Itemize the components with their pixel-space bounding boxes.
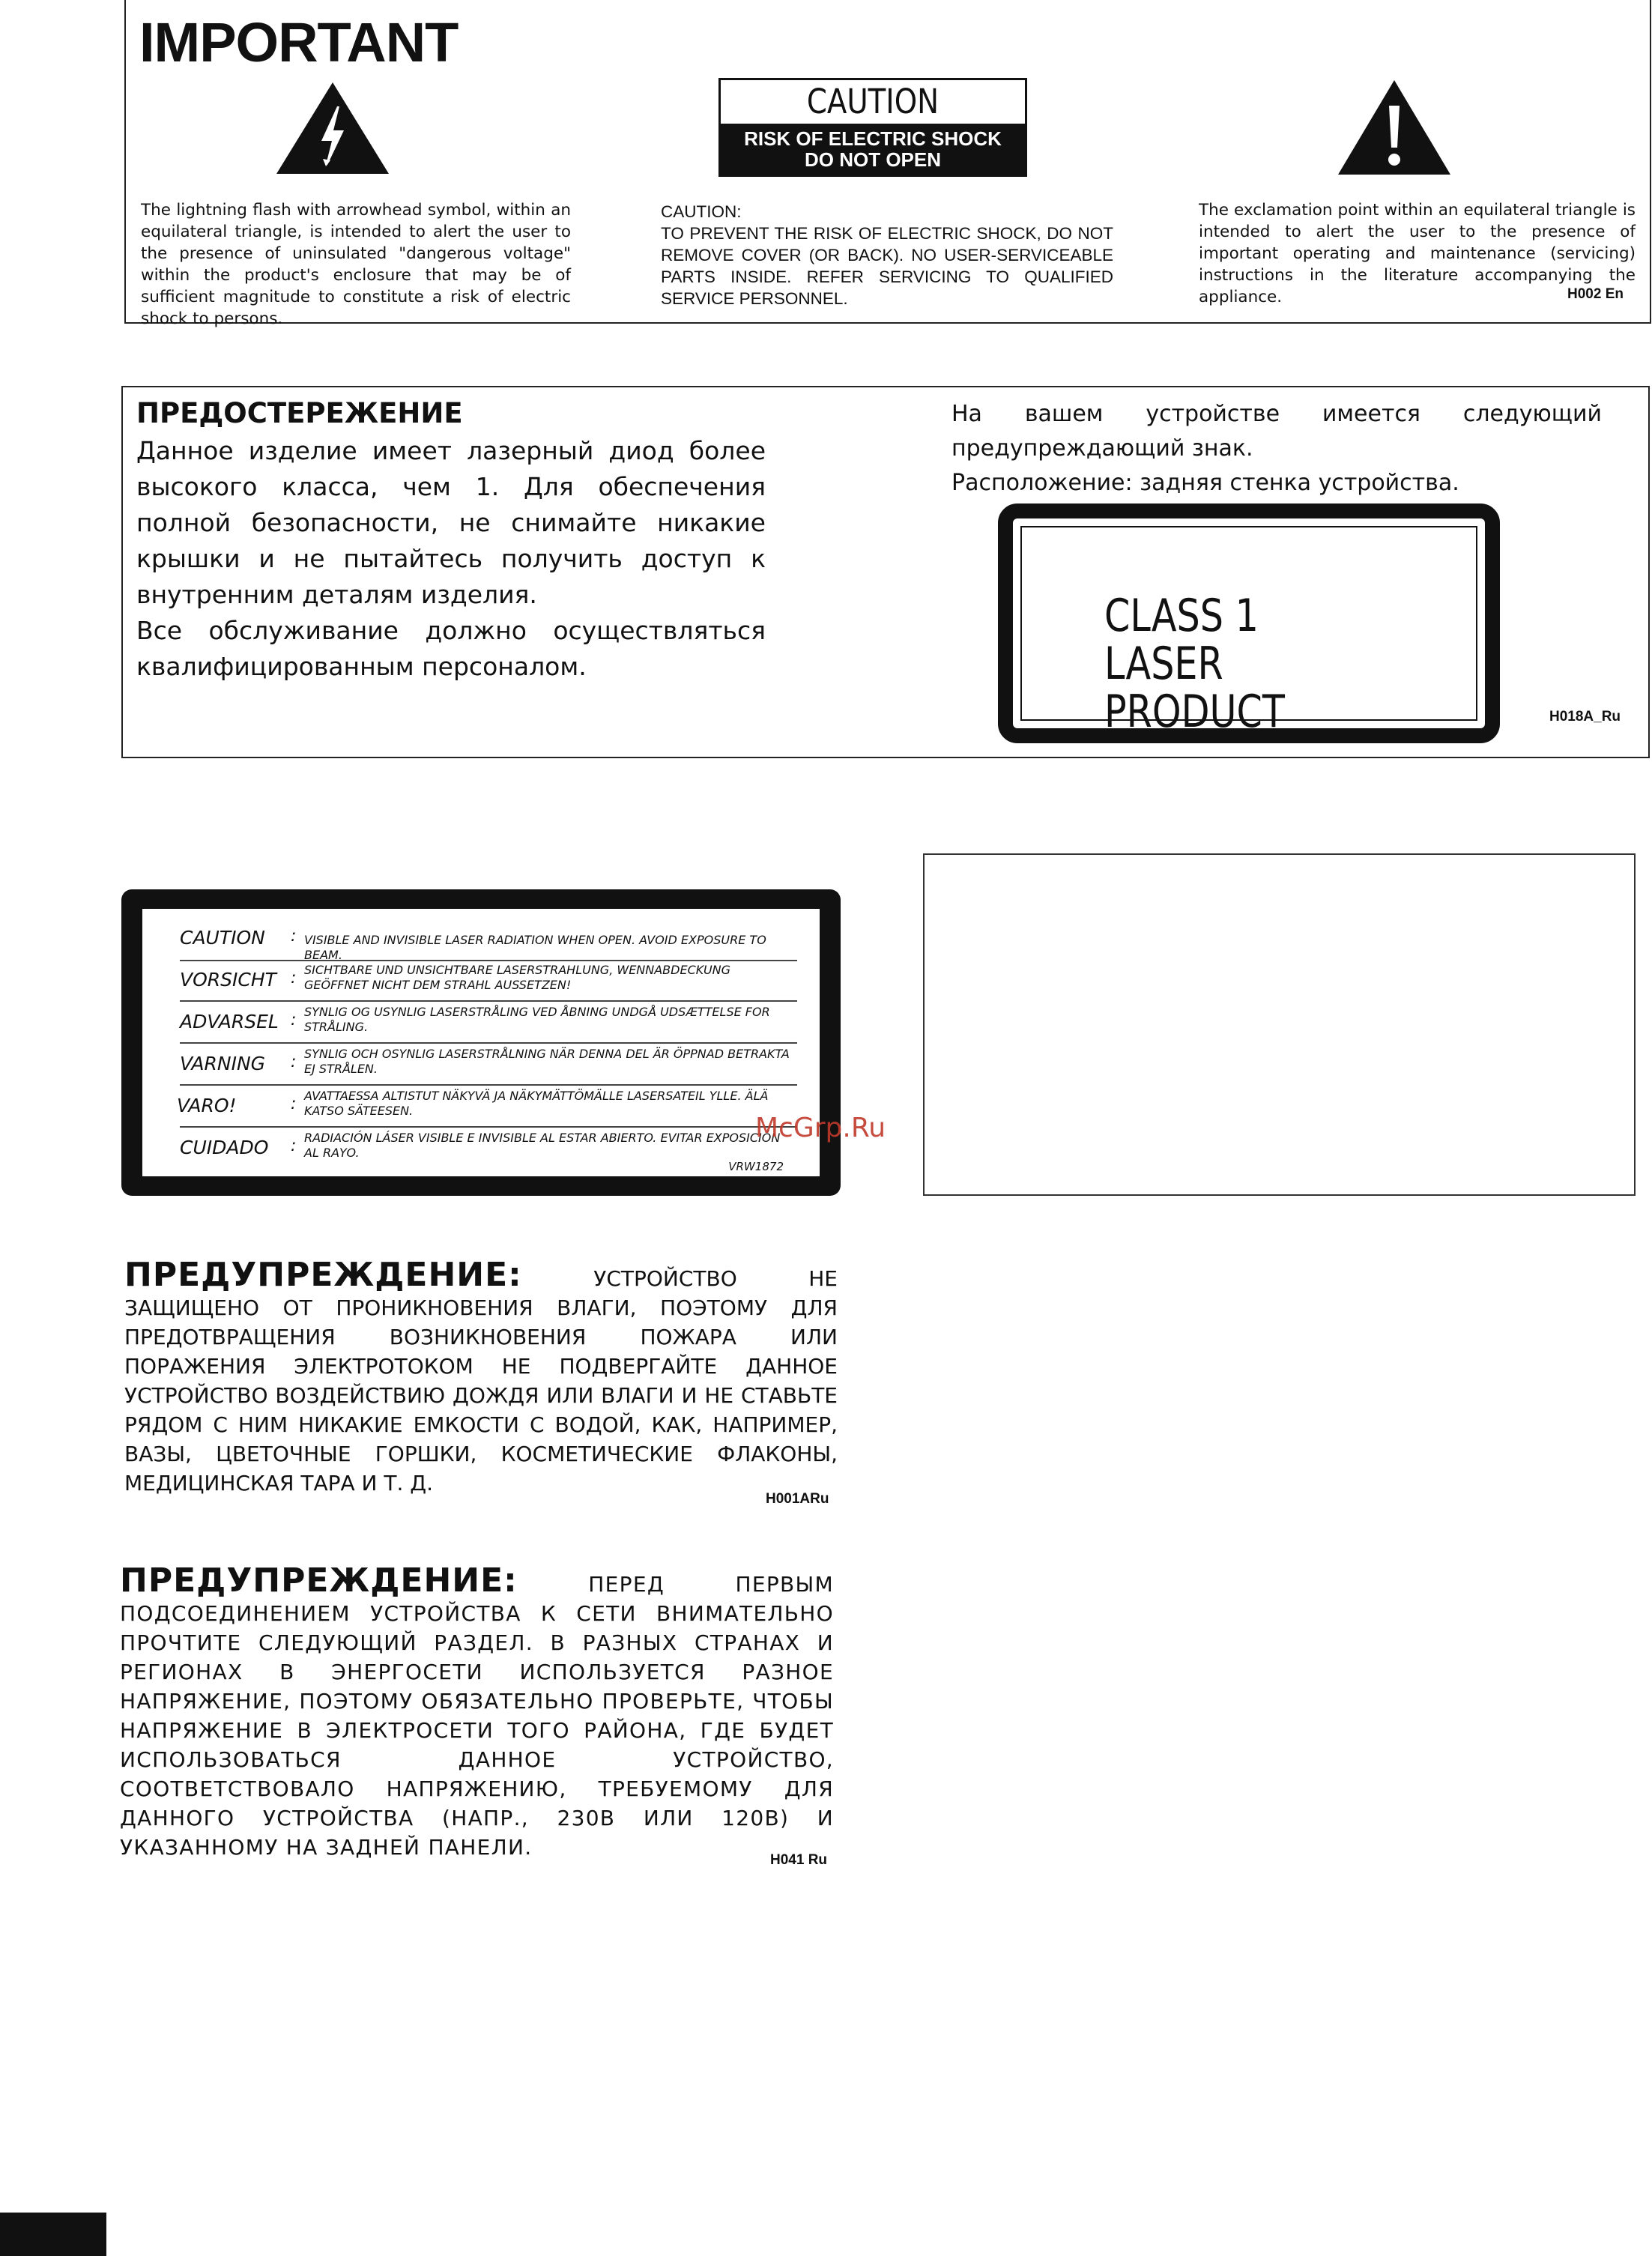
lightning-warning-icon bbox=[275, 81, 390, 175]
caution-text bbox=[661, 201, 1113, 309]
laser-warning-title: ПРЕДОСТЕРЕЖЕНИЕ bbox=[136, 397, 463, 429]
page-edge-tab bbox=[0, 2213, 106, 2256]
caution-row-colon: : bbox=[291, 969, 297, 988]
moisture-warning-code: H001ARu bbox=[766, 1491, 829, 1507]
class1-label-text bbox=[1104, 592, 1409, 736]
caution-text-body: TO PREVENT THE RISK OF ELECTRIC SHOCK, DO NOT REMOVE COVER (OR BACK). NO USER-SERVICEABLE PARTS INSIDE. REFER SERVICING TO QUALIFIED SERVICE PERSONNEL. bbox=[661, 224, 1113, 308]
caution-row-word: VORSICHT bbox=[180, 969, 276, 991]
caution-row-colon: : bbox=[291, 1011, 297, 1029]
caution-label-line1: RISK OF ELECTRIC SHOCK bbox=[744, 127, 1002, 150]
voltage-warning-head: ПРЕДУПРЕЖДЕНИЕ: bbox=[120, 1561, 518, 1600]
multilingual-label-code: VRW1872 bbox=[728, 1160, 784, 1173]
laser-warning-body bbox=[136, 433, 766, 685]
laser-code: H018A_Ru bbox=[1549, 709, 1621, 725]
multilingual-caution-inner bbox=[142, 909, 820, 1176]
caution-row bbox=[180, 1003, 797, 1044]
laser-sign-text-1: На вашем устройстве имеется следующий предупреждающий знак. bbox=[951, 401, 1602, 462]
caution-row bbox=[180, 961, 797, 1002]
class1-laser-label bbox=[998, 503, 1500, 743]
caution-row-word: CAUTION bbox=[180, 927, 265, 949]
voltage-warning-body: ПЕРЕД ПЕРВЫМ ПОДСОЕДИНЕНИЕМ УСТРОЙСТВА К СЕТИ ВНИМАТЕЛЬНО ПРОЧТИТЕ СЛЕДУЮЩИЙ РАЗДЕЛ. В РАЗНЫХ СТРАНАХ И РЕГИОНАХ В ЭНЕРГОСЕТИ ИСПОЛЬЗУЕТСЯ РАЗНОЕ НАПРЯЖЕНИЕ, ПОЭТОМУ ОБЯЗАТЕЛЬНО ПРОВЕРЬТЕ, ЧТОБЫ НАПРЯЖЕНИЕ В ЭЛЕКТРОСЕТИ ТОГО РАЙОНА, ГДЕ БУДЕТ ИСПОЛЬЗОВАТЬСЯ ДАННОЕ УСТРОЙСТВО, СООТВЕТСТВОВАЛО НАПРЯЖЕНИЮ, ТРЕБУЕМОМУ ДЛЯ ДАННОГО УСТРОЙСТВА (НАПР., 230В ИЛИ 120В) И УКАЗАННОМУ НА ЗАДНЕЙ ПАНЕЛИ. bbox=[120, 1572, 835, 1860]
laser-warning-paragraph-2: Все обслуживание должно осуществляться квалифицированным персоналом. bbox=[136, 616, 766, 681]
laser-sign-text-2: Расположение: задняя стенка устройства. bbox=[951, 470, 1459, 496]
caution-row-text: VISIBLE AND INVISIBLE LASER RADIATION WHEN OPEN. AVOID EXPOSURE TO BEAM. bbox=[304, 933, 766, 962]
caution-row-text: SYNLIG OCH OSYNLIG LASERSTRÅLNING NÄR DENNA DEL ÄR ÖPPNAD BETRAKTA EJ STRÅLEN. bbox=[304, 1047, 790, 1076]
exclamation-warning-icon bbox=[1337, 79, 1452, 176]
class1-line2: LASER PRODUCT bbox=[1104, 638, 1285, 738]
laser-sign-description bbox=[951, 397, 1602, 501]
empty-frame bbox=[923, 853, 1636, 1196]
moisture-warning bbox=[124, 1256, 838, 1498]
caution-label-banner bbox=[721, 124, 1025, 175]
caution-row bbox=[180, 1129, 797, 1168]
caution-row-word: VARO! bbox=[177, 1095, 237, 1116]
caution-text-head: CAUTION: bbox=[661, 202, 742, 221]
caution-row-text: AVATTAESSA ALTISTUT NÄKYVÄ JA NÄKYMÄTTÖMÄLLE LASERSATEIL YLLE. ÄLÄ KATSO SÄTEESEN. bbox=[304, 1089, 769, 1118]
exclamation-symbol-text: The exclamation point within an equilateral triangle is intended to alert the user to the presence of important operating and maintenance (servicing) instructions in the literature accompanying the appliance. bbox=[1199, 201, 1636, 306]
watermark: McGrp.Ru bbox=[755, 1113, 886, 1143]
caution-label-word: CAUTION bbox=[806, 82, 940, 121]
caution-row-colon: : bbox=[291, 1053, 297, 1071]
caution-row-word: VARNING bbox=[180, 1053, 266, 1074]
moisture-warning-body: УСТРОЙСТВО НЕ ЗАЩИЩЕНО ОТ ПРОНИКНОВЕНИЯ ВЛАГИ, ПОЭТОМУ ДЛЯ ПРЕДОТВРАЩЕНИЯ ВОЗНИКНОВЕНИЯ ПОЖАРА ИЛИ ПОРАЖЕНИЯ ЭЛЕКТРОТОКОМ НЕ ПОДВЕРГАЙТЕ ДАННОЕ УСТРОЙСТВО ВОЗДЕЙСТВИЮ ДОЖДЯ ИЛИ ВЛАГИ И НЕ СТАВЬТЕ РЯДОМ С НИМ НИКАКИЕ ЕМКОСТИ С ВОДОЙ, КАК, НАПРИМЕР, ВАЗЫ, ЦВЕТОЧНЫЕ ГОРШКИ, КОСМЕТИЧЕСКИЕ ФЛАКОНЫ, МЕДИЦИНСКАЯ ТАРА И Т. Д. bbox=[124, 1266, 838, 1496]
important-code: H002 En bbox=[1567, 286, 1624, 302]
caution-row-colon: : bbox=[291, 1095, 297, 1113]
caution-label-line2: DO NOT OPEN bbox=[804, 148, 941, 171]
caution-row bbox=[180, 927, 797, 961]
caution-row-text: RADIACIÓN LÁSER VISIBLE E INVISIBLE AL ESTAR ABIERTO. EVITAR EXPOSICIÓN AL RAYO. bbox=[304, 1131, 781, 1160]
caution-row-text: SICHTBARE UND UNSICHTBARE LASERSTRAHLUNG, WENNABDECKUNG GEÖFFNET NICHT DEM STRAHL AUSSETZEN! bbox=[304, 963, 731, 992]
multilingual-caution-label bbox=[121, 889, 841, 1196]
caution-label bbox=[718, 78, 1027, 177]
caution-row-word: CUIDADO bbox=[180, 1137, 269, 1158]
class1-label-frame bbox=[1020, 526, 1477, 738]
class1-line1: CLASS 1 bbox=[1104, 590, 1259, 642]
voltage-warning bbox=[120, 1561, 835, 1862]
caution-row bbox=[180, 1045, 797, 1086]
caution-row-text: SYNLIG OG USYNLIG LASERSTRÅLING VED ÅBNING UNDGÅ UDSÆTTELSE FOR STRÅLING. bbox=[304, 1005, 770, 1034]
caution-row-colon: : bbox=[291, 1137, 297, 1155]
caution-row bbox=[177, 1087, 797, 1128]
lightning-symbol-text: The lightning flash with arrowhead symbol, within an equilateral triangle, is intended to alert the user to the presence of uninsulated "dangerous voltage" within the product's enclosure that may be of sufficient magnitude to constitute a risk of electric shock to persons. bbox=[141, 201, 571, 328]
voltage-warning-code: H041 Ru bbox=[770, 1852, 828, 1868]
moisture-warning-head: ПРЕДУПРЕЖДЕНИЕ: bbox=[124, 1256, 522, 1294]
laser-warning-paragraph-1: Данное изделие имеет лазерный диод более высокого класса, чем 1. Для обеспечения полной безопасности, не снимайте никакие крышки и не пытайтесь получить доступ к внутренним деталям изделия. bbox=[136, 436, 766, 609]
important-title: IMPORTANT bbox=[139, 11, 459, 73]
caution-row-colon: : bbox=[291, 927, 297, 946]
caution-row-word: ADVARSEL bbox=[180, 1011, 279, 1032]
